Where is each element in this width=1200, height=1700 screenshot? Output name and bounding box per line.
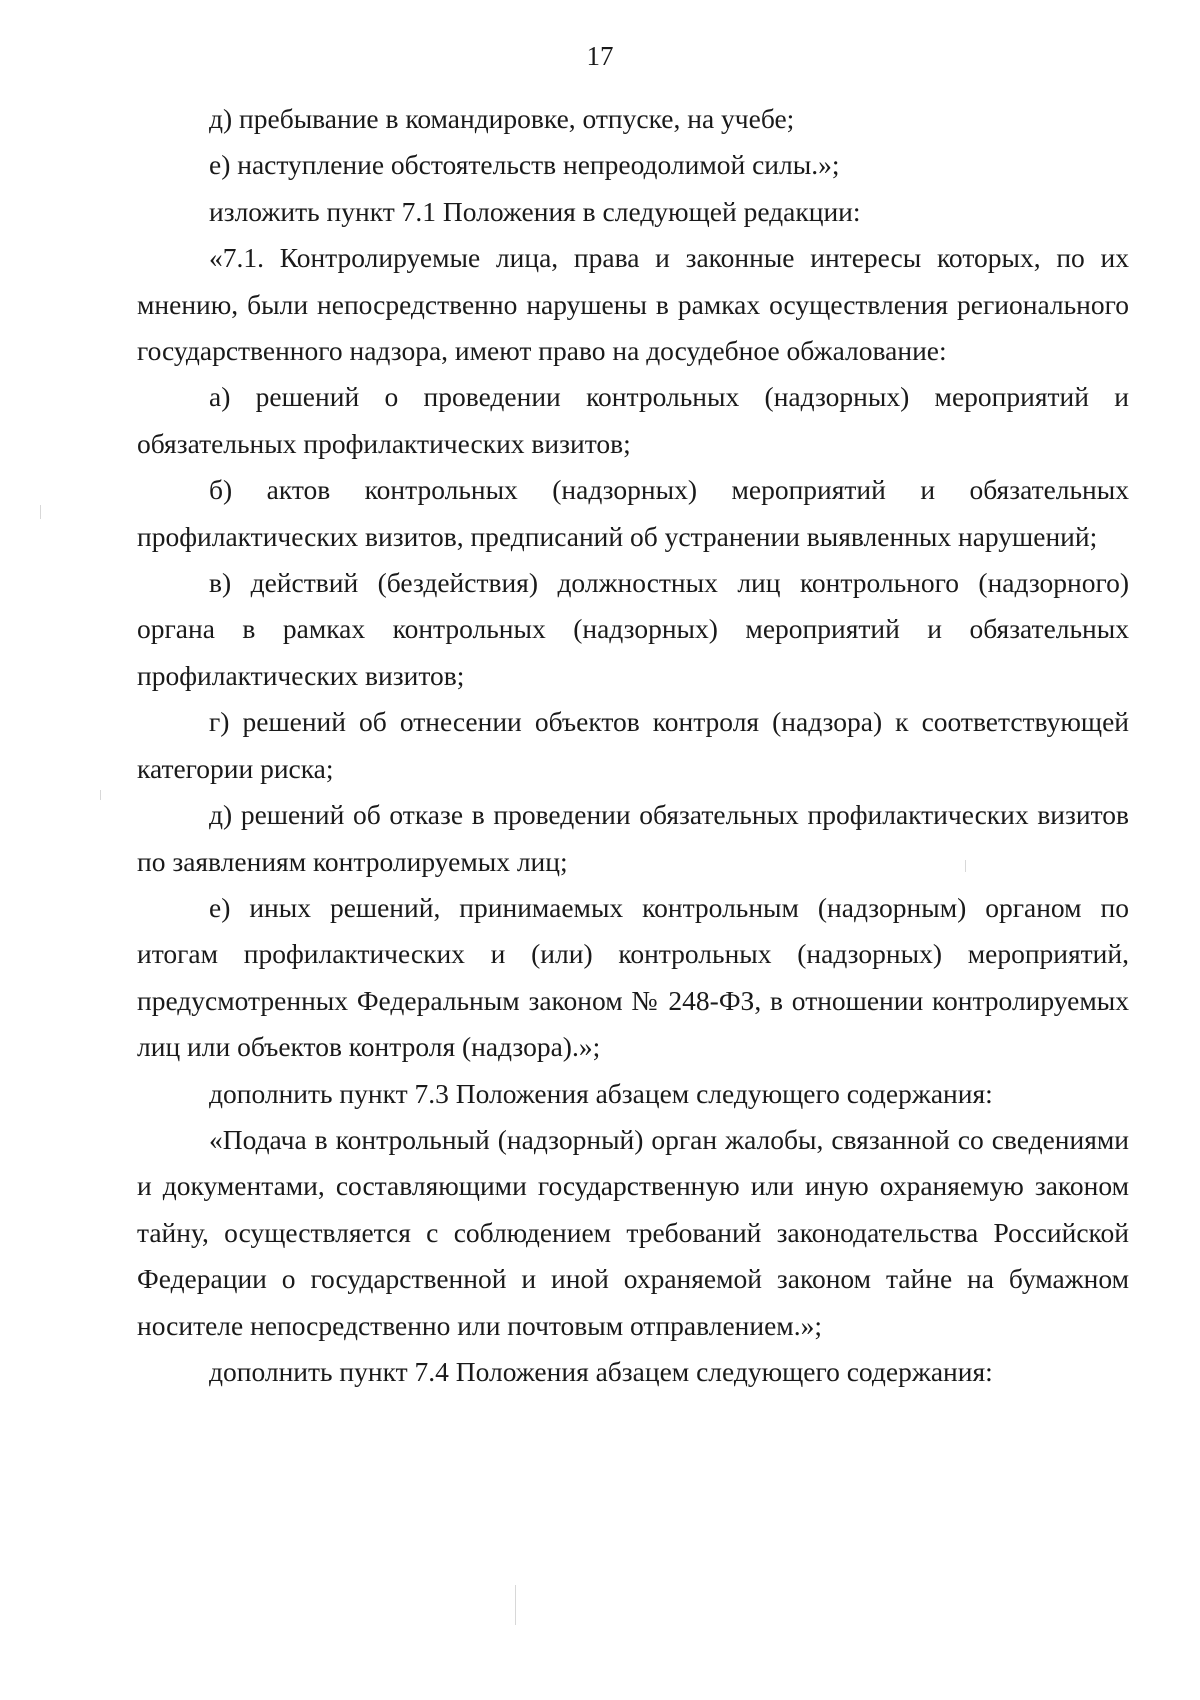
paragraph: «Подача в контрольный (надзорный) орган жалобы, связанной со сведениями и документами, составляющими государственную или иную охраняемую законом тайну, осуществляется с соблюдением требований законодательства Российской Федерации о государственной и иной охраняемой законом тайне на бумажном носителе непосредственно или почтовым отправлением.»; xyxy=(137,1123,1129,1341)
paragraph: а) решений о проведении контрольных (надзорных) мероприятий и обязательных профилактических визитов; xyxy=(137,381,1129,459)
paragraph: е) наступление обстоятельств непреодолимой силы.»; xyxy=(209,149,840,181)
paragraph: б) актов контрольных (надзорных) мероприятий и обязательных профилактических визитов, предписаний об устранении выявленных нарушений; xyxy=(137,474,1129,552)
scan-mark xyxy=(965,860,966,872)
paragraph: г) решений об отнесении объектов контроля (надзора) к соответствующей категории риска; xyxy=(137,706,1129,784)
scan-mark xyxy=(40,505,41,519)
paragraph: «7.1. Контролируемые лица, права и законные интересы которых, по их мнению, были непосредственно нарушены в рамках осуществления регионального государственного надзора, имеют право на досудебное обжалование: xyxy=(137,242,1129,367)
paragraph: дополнить пункт 7.4 Положения абзацем следующего содержания: xyxy=(209,1355,993,1387)
scan-mark xyxy=(515,1585,516,1625)
paragraph: е) иных решений, принимаемых контрольным (надзорным) органом по итогам профилактических и (или) контрольных (надзорных) мероприятий, предусмотренных Федеральным законом № 248-ФЗ, в отношении контролируемых лиц или объектов контроля (надзора).»; xyxy=(137,891,1129,1063)
paragraph: д) пребывание в командировке, отпуске, на учебе; xyxy=(209,103,795,134)
document-body xyxy=(137,96,1129,1395)
paragraph: изложить пункт 7.1 Положения в следующей редакции: xyxy=(209,195,861,227)
paragraph: в) действий (бездействия) должностных лиц контрольного (надзорного) органа в рамках контрольных (надзорных) мероприятий и обязательных профилактических визитов; xyxy=(137,567,1129,691)
page-number: 17 xyxy=(586,41,614,71)
paragraph: д) решений об отказе в проведении обязательных профилактических визитов по заявлениям контролируемых лиц; xyxy=(137,799,1129,877)
paragraph: дополнить пункт 7.3 Положения абзацем следующего содержания: xyxy=(209,1077,993,1109)
scan-mark xyxy=(100,790,101,800)
